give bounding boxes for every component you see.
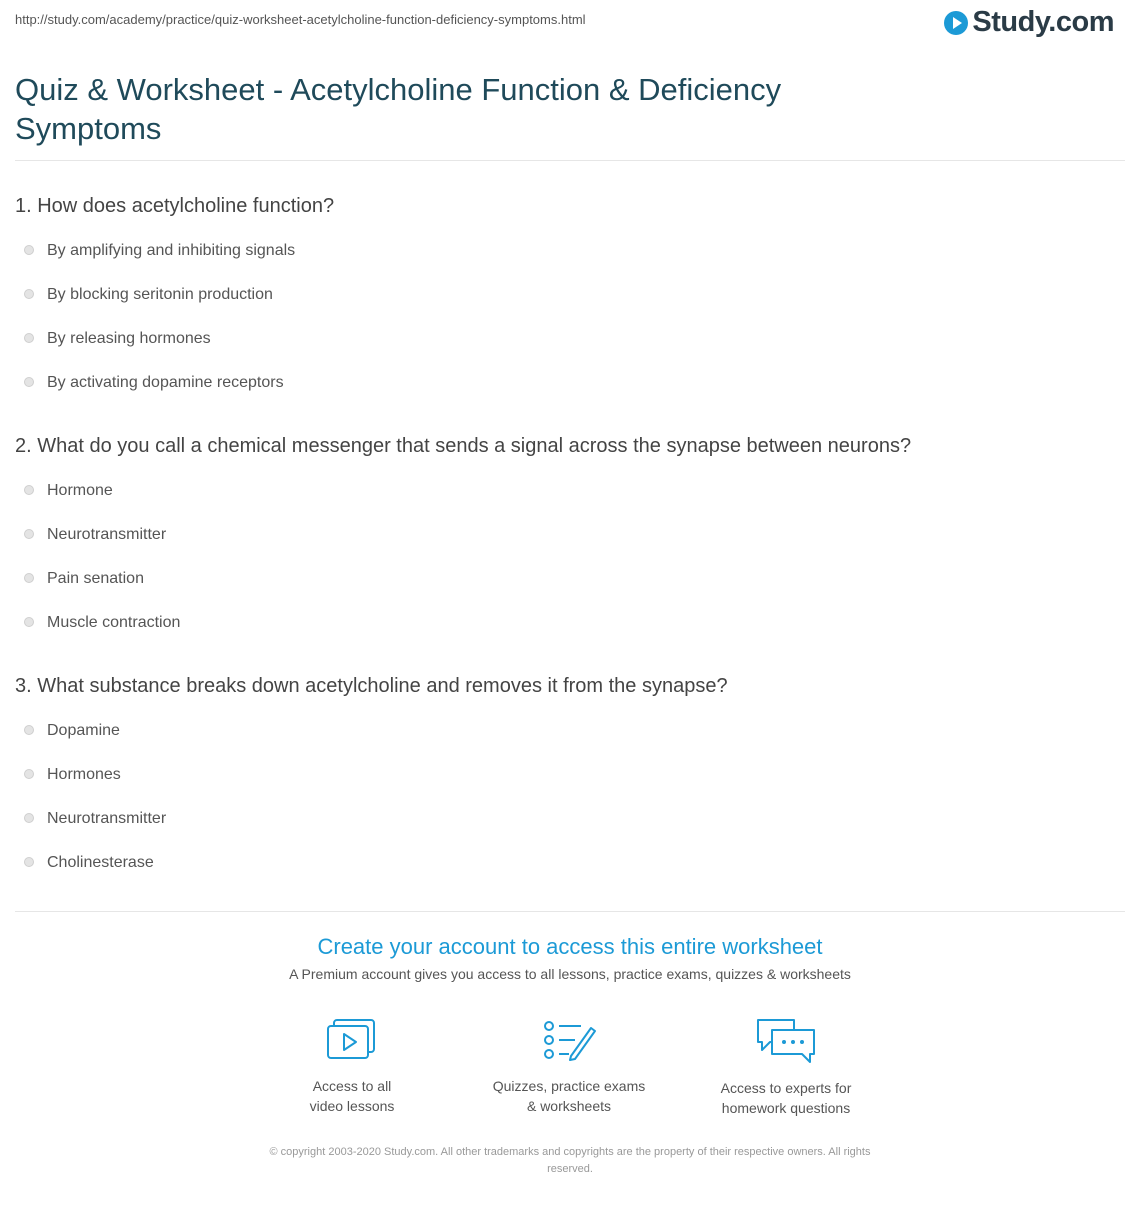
answer-option[interactable] [15, 841, 1115, 885]
answer-option[interactable] [15, 229, 1115, 273]
feature-video-lessons [252, 1018, 452, 1116]
answer-option[interactable] [15, 513, 1115, 557]
answer-label: Neurotransmitter [47, 526, 167, 543]
answer-label: Hormone [47, 482, 113, 499]
page-title: Quiz & Worksheet - Acetylcholine Function & Deficiency Symptoms [15, 72, 782, 146]
answer-option[interactable] [15, 469, 1115, 513]
answer-label: Muscle contraction [47, 614, 181, 631]
radio-button[interactable] [24, 289, 34, 299]
question-3 [15, 674, 1115, 885]
question-title: 2. What do you call a chemical messenger that sends a signal across the synapse between neurons? [15, 435, 912, 457]
feature-quizzes [469, 1018, 669, 1116]
chat-bubbles-icon [754, 1018, 818, 1064]
answer-label: Hormones [47, 766, 121, 783]
radio-button[interactable] [24, 573, 34, 583]
cta-title-link[interactable]: Create your account to access this entire worksheet [317, 934, 823, 959]
video-lesson-icon [326, 1018, 378, 1062]
radio-button[interactable] [24, 245, 34, 255]
footer-line: © copyright 2003-2020 Study.com. All other trademarks and copyrights are the property of their respective owners. All rights [269, 1146, 871, 1158]
feature-label-line: & worksheets [526, 1098, 612, 1114]
answer-option[interactable] [15, 557, 1115, 601]
signup-cta [0, 934, 1140, 982]
answer-option[interactable] [15, 709, 1115, 753]
answer-label: By activating dopamine receptors [47, 374, 284, 391]
answer-label: By releasing hormones [47, 330, 211, 347]
radio-button[interactable] [24, 617, 34, 627]
radio-button[interactable] [24, 857, 34, 867]
radio-button[interactable] [24, 769, 34, 779]
question-1 [15, 194, 1115, 405]
feature-label-line: video lessons [309, 1098, 395, 1114]
answer-label: Neurotransmitter [47, 810, 167, 827]
answer-label: Pain senation [47, 570, 144, 587]
radio-button[interactable] [24, 529, 34, 539]
feature-label-line: Access to experts for [720, 1080, 852, 1096]
radio-button[interactable] [24, 333, 34, 343]
answer-list [15, 229, 1115, 405]
question-title: 3. What substance breaks down acetylcholine and removes it from the synapse? [15, 675, 728, 697]
radio-button[interactable] [24, 725, 34, 735]
radio-button[interactable] [24, 813, 34, 823]
cta-subtitle: A Premium account gives you access to all lessons, practice exams, quizzes & worksheets [289, 966, 851, 982]
divider [15, 160, 1125, 161]
answer-option[interactable] [15, 797, 1115, 841]
divider [15, 911, 1125, 912]
answer-option[interactable] [15, 273, 1115, 317]
question-title: 1. How does acetylcholine function? [15, 195, 335, 217]
question-2 [15, 434, 1115, 645]
answer-list [15, 709, 1115, 885]
answer-label: By amplifying and inhibiting signals [47, 242, 296, 259]
feature-experts [686, 1018, 886, 1118]
footer-line: reserved. [547, 1163, 593, 1175]
answer-option[interactable] [15, 753, 1115, 797]
feature-label-line: Access to all [312, 1078, 392, 1094]
radio-button[interactable] [24, 377, 34, 387]
answer-label: Dopamine [47, 722, 120, 739]
quiz-checklist-icon [541, 1018, 597, 1062]
answer-label: Cholinesterase [47, 854, 154, 871]
play-logo-icon [944, 11, 968, 35]
answer-option[interactable] [15, 361, 1115, 405]
answer-label: By blocking seritonin production [47, 286, 273, 303]
feature-label-line: Quizzes, practice exams [492, 1078, 646, 1094]
study-logo[interactable] [944, 6, 1114, 39]
radio-button[interactable] [24, 485, 34, 495]
answer-option[interactable] [15, 317, 1115, 361]
page-url: http://study.com/academy/practice/quiz-worksheet-acetylcholine-function-deficiency-symptoms.html [15, 12, 586, 27]
answer-list [15, 469, 1115, 645]
copyright-footer [210, 1144, 930, 1178]
logo-text: Study.com [972, 6, 1114, 38]
answer-option[interactable] [15, 601, 1115, 645]
feature-label-line: homework questions [721, 1100, 851, 1116]
